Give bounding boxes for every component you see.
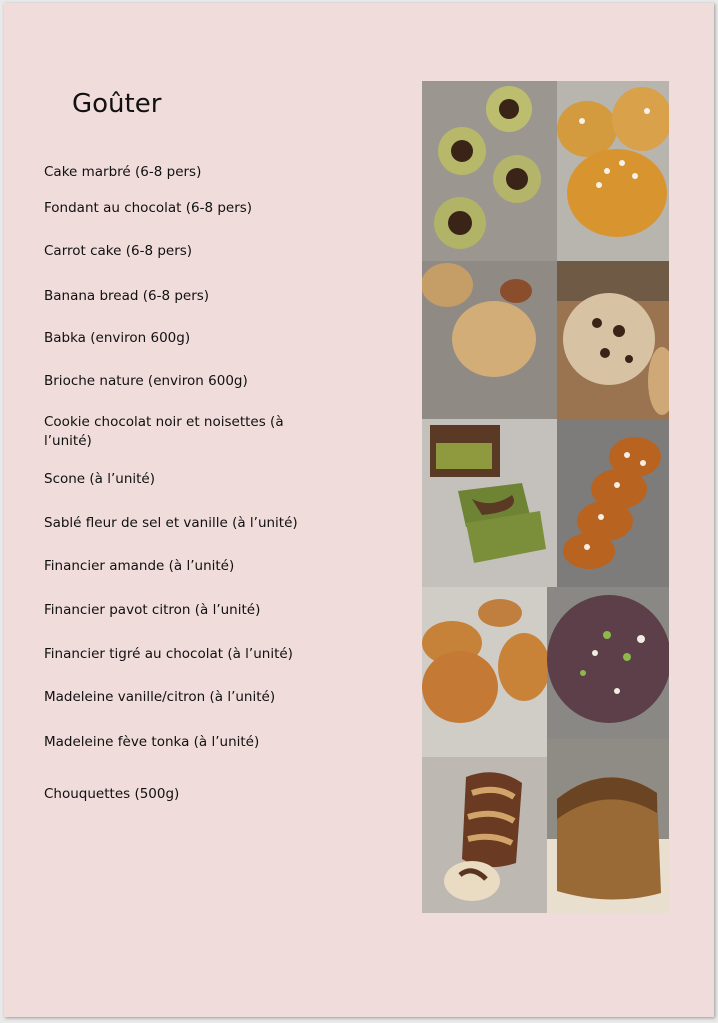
chocolate-cookie-photo (547, 587, 669, 739)
matcha-cookies-photo (422, 81, 557, 261)
marble-cake-photo (422, 419, 557, 587)
list-item: Chouquettes (500g) (44, 786, 180, 802)
financier-photo (422, 587, 547, 757)
list-item: Financier pavot citron (à l’unité) (44, 602, 261, 618)
banana-bread-photo (547, 739, 669, 913)
list-item: Financier tigré au chocolat (à l’unité) (44, 646, 293, 662)
list-item: Brioche nature (environ 600g) (44, 373, 248, 389)
list-item: Financier amande (à l’unité) (44, 558, 235, 574)
list-item: Fondant au chocolat (6-8 pers) (44, 200, 253, 216)
list-item: Scone (à l’unité) (44, 471, 156, 487)
page-title: Goûter (72, 89, 162, 119)
scone-photo (422, 261, 557, 419)
list-item: Sablé fleur de sel et vanille (à l’unité) (44, 515, 298, 531)
list-item: Banana bread (6-8 pers) (44, 288, 210, 304)
babka-photo (422, 757, 547, 913)
list-item: Cake marbré (6-8 pers) (44, 164, 202, 180)
chouquettes-photo (557, 81, 669, 261)
cookie-photo (557, 261, 669, 419)
list-item: Cookie chocolat noir et noisettes (à l’unité) (44, 414, 284, 449)
list-item: Madeleine fève tonka (à l’unité) (44, 734, 260, 750)
list-item: Carrot cake (6-8 pers) (44, 243, 193, 259)
list-item: Babka (environ 600g) (44, 330, 191, 346)
menu-page (4, 3, 714, 1017)
list-item: Madeleine vanille/citron (à l’unité) (44, 689, 276, 705)
brioche-photo (557, 419, 669, 587)
